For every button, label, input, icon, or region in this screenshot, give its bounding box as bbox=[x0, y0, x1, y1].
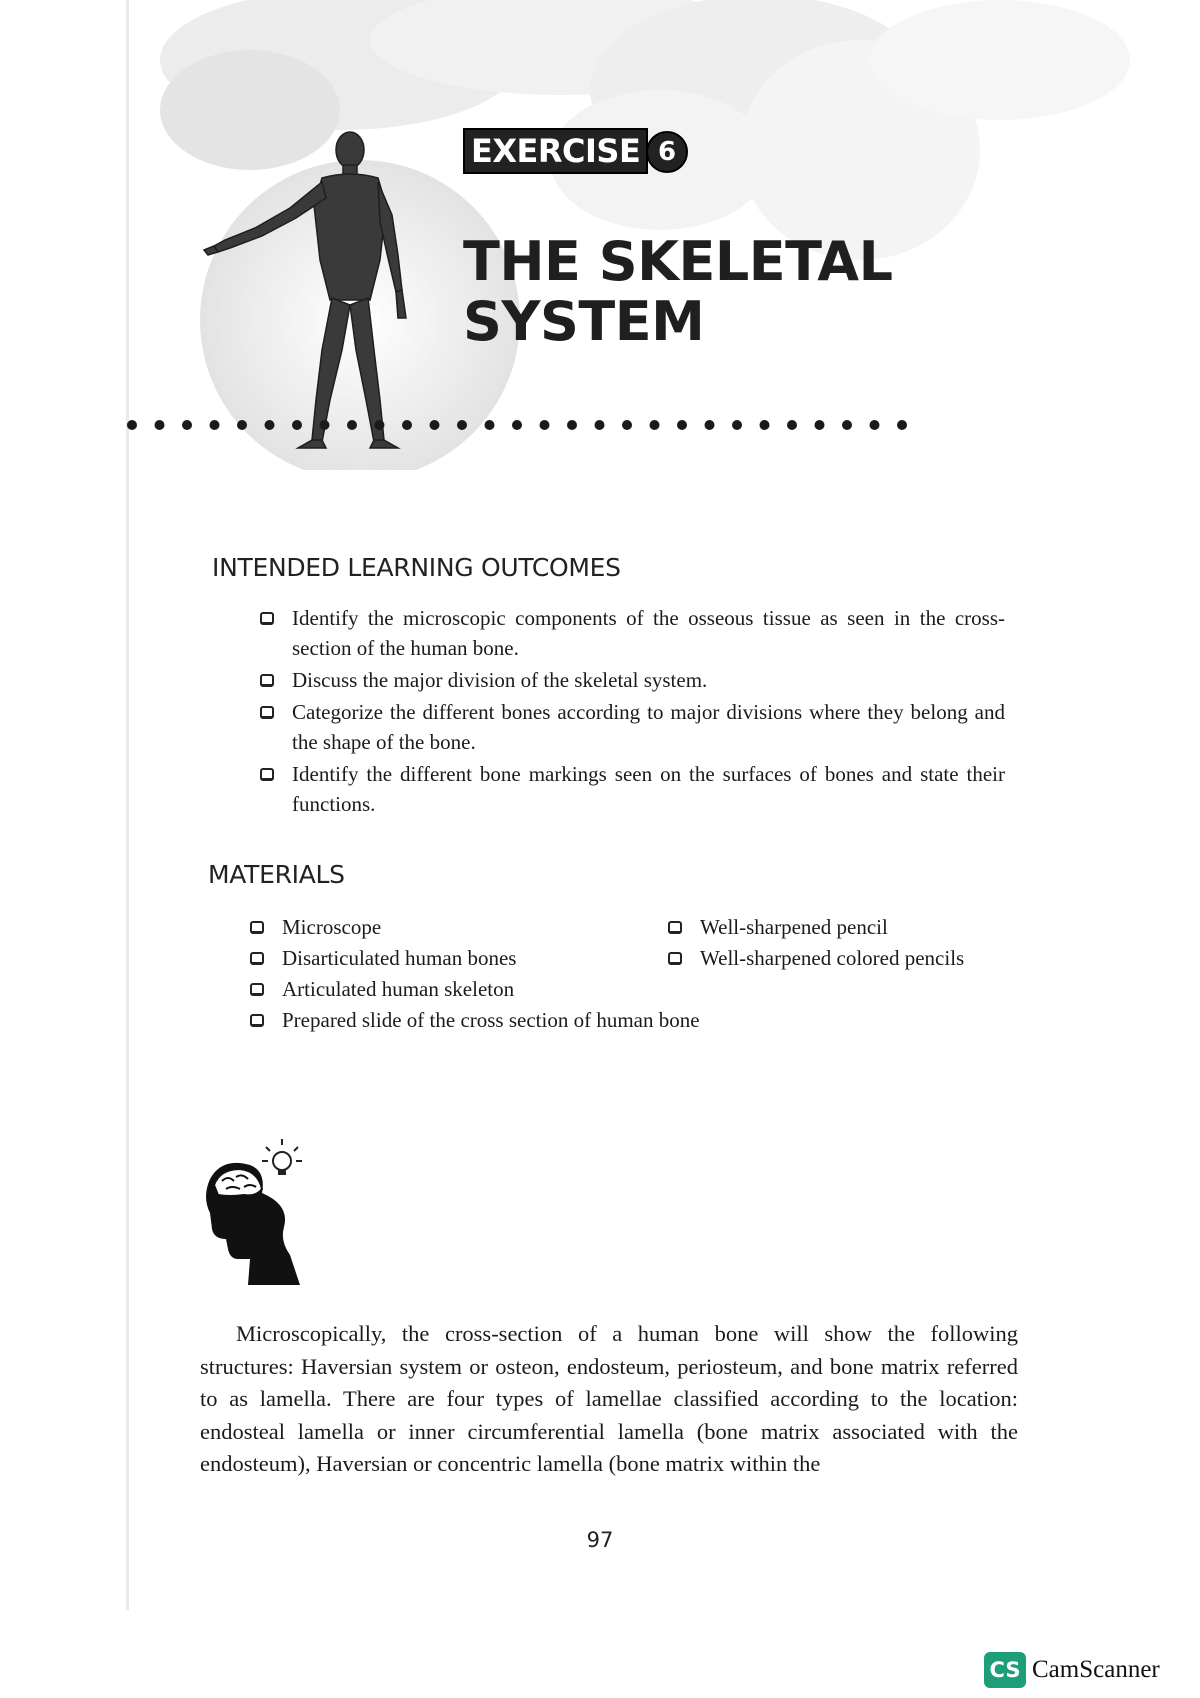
divider-dot bbox=[237, 420, 247, 430]
divider-dot bbox=[210, 420, 220, 430]
list-item: Disarticulated human bones bbox=[250, 943, 810, 973]
divider-dot bbox=[842, 420, 852, 430]
list-item: Discuss the major division of the skeletal system. bbox=[260, 665, 1005, 695]
divider-dot bbox=[705, 420, 715, 430]
divider-dot bbox=[512, 420, 522, 430]
page-number: 97 bbox=[586, 1528, 614, 1552]
materials-heading: MATERIALS bbox=[208, 860, 345, 889]
checkbox-bullet-icon bbox=[260, 768, 274, 781]
divider-dot bbox=[677, 420, 687, 430]
divider-dot bbox=[595, 420, 605, 430]
divider-dot bbox=[622, 420, 632, 430]
title-line-1: THE SKELETAL bbox=[463, 230, 893, 293]
divider-dot bbox=[320, 420, 330, 430]
divider-dot bbox=[815, 420, 825, 430]
divider-dot bbox=[760, 420, 770, 430]
checkbox-bullet-icon bbox=[250, 983, 264, 996]
list-item: Well-sharpened pencil bbox=[668, 912, 1028, 942]
body-paragraph: Microscopically, the cross-section of a human bone will show the following structures: Haversian system or osteon, endosteum, periosteum, and bone matrix referred to as lamella. There are four types of lamellae classified according to the location: endosteal lamella or inner circumferential lamella (bone matrix associated with the endosteum), Haversian or concentric lamella (bone matrix within the bbox=[200, 1321, 1018, 1476]
list-item: Categorize the different bones according to major divisions where they belong and the shape of the bone. bbox=[260, 697, 1005, 757]
camscanner-badge: CS bbox=[984, 1652, 1026, 1688]
title-line-2: SYSTEM bbox=[463, 290, 705, 353]
scan-edge bbox=[126, 0, 129, 1610]
divider-dot bbox=[127, 420, 137, 430]
divider-dot bbox=[732, 420, 742, 430]
materials-list-right bbox=[668, 912, 1028, 974]
divider-dot bbox=[650, 420, 660, 430]
divider-dot bbox=[540, 420, 550, 430]
checkbox-bullet-icon bbox=[250, 921, 264, 934]
lightbulb-icon bbox=[262, 1139, 302, 1175]
checkbox-bullet-icon bbox=[250, 1014, 264, 1027]
divider-dot bbox=[485, 420, 495, 430]
checkbox-bullet-icon bbox=[668, 921, 682, 934]
dotted-divider bbox=[120, 415, 920, 435]
divider-dot bbox=[870, 420, 880, 430]
divider-dot bbox=[292, 420, 302, 430]
divider-dot bbox=[402, 420, 412, 430]
divider-dot bbox=[897, 420, 907, 430]
checkbox-bullet-icon bbox=[260, 612, 274, 625]
divider-dot bbox=[182, 420, 192, 430]
divider-dot bbox=[430, 420, 440, 430]
outcomes-list bbox=[260, 603, 1005, 821]
divider-dot bbox=[265, 420, 275, 430]
divider-dot bbox=[375, 420, 385, 430]
divider-dot bbox=[567, 420, 577, 430]
checkbox-bullet-icon bbox=[260, 674, 274, 687]
list-item: Identify the different bone markings seen on the surfaces of bones and state their functions. bbox=[260, 759, 1005, 819]
thinking-head-icon bbox=[200, 1135, 310, 1285]
divider-dot bbox=[787, 420, 797, 430]
exercise-label: EXERCISE bbox=[463, 128, 648, 174]
checkbox-bullet-icon bbox=[260, 706, 274, 719]
divider-dot bbox=[347, 420, 357, 430]
list-item: Prepared slide of the cross section of human bone bbox=[250, 1005, 810, 1035]
list-item: Identify the microscopic components of the osseous tissue as seen in the cross-section of the human bone. bbox=[260, 603, 1005, 663]
exercise-number: 6 bbox=[646, 131, 688, 173]
list-item: Articulated human skeleton bbox=[250, 974, 810, 1004]
checkbox-bullet-icon bbox=[250, 952, 264, 965]
list-item: Well-sharpened colored pencils bbox=[668, 943, 1028, 973]
list-item: Microscope bbox=[250, 912, 810, 942]
outcomes-heading: INTENDED LEARNING OUTCOMES bbox=[212, 553, 621, 582]
divider-dot bbox=[155, 420, 165, 430]
page-title bbox=[463, 232, 933, 352]
divider-dot bbox=[457, 420, 467, 430]
checkbox-bullet-icon bbox=[668, 952, 682, 965]
camscanner-text: CamScanner bbox=[1032, 1656, 1160, 1683]
